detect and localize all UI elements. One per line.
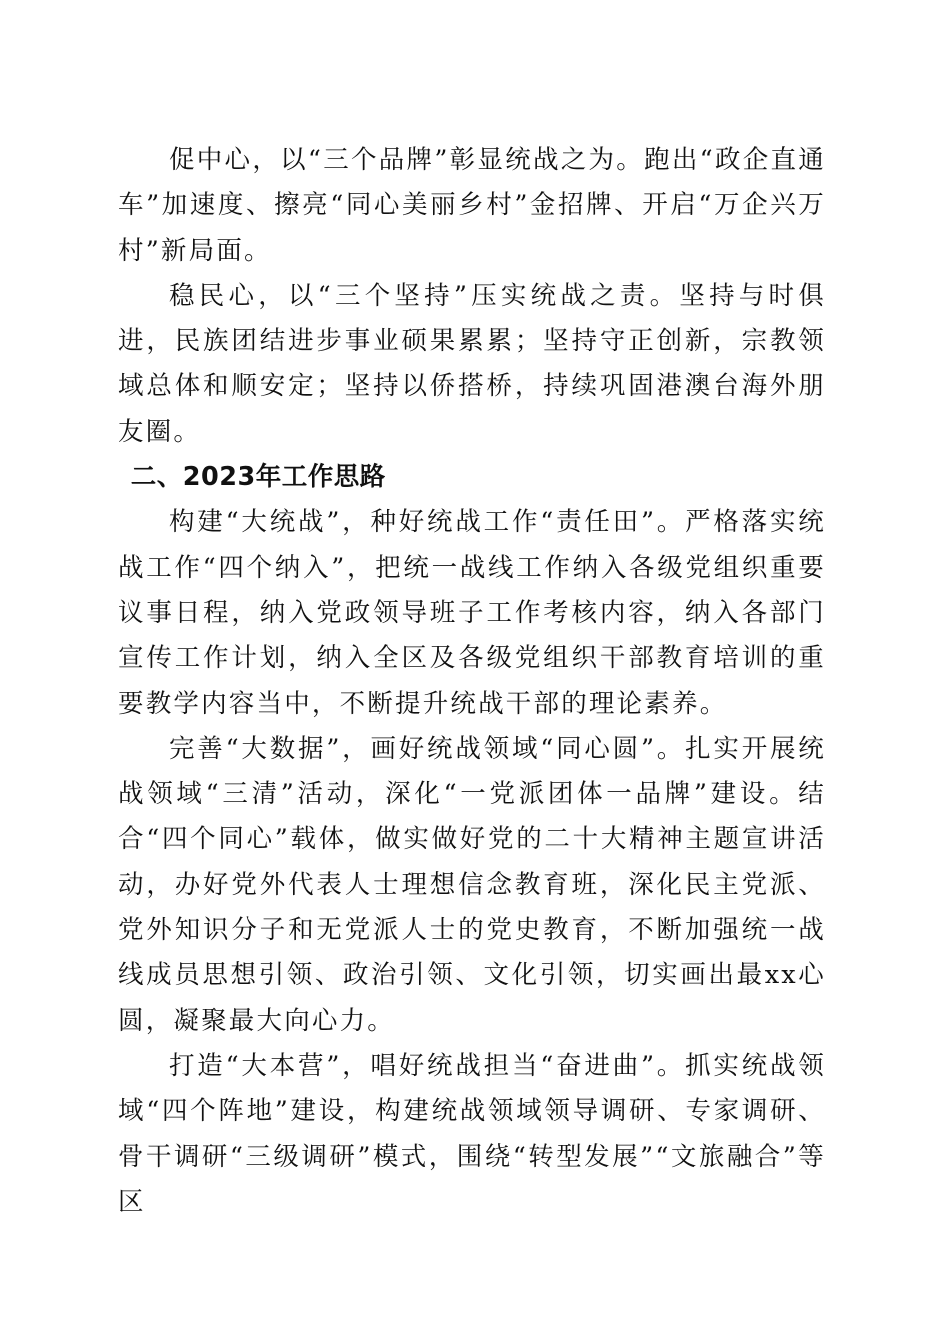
paragraph-wenminxin: 稳民心，以“三个坚持”压实统战之责。坚持与时俱进，民族团结进步事业硕果累累；坚持守正创新，宗教领域总体和顺安定；坚持以侨搭桥，持续巩固港澳台海外朋友圈。 (118, 280, 826, 447)
paragraph-dashuju: 完善“大数据”，画好统战领域“同心圆”。扎实开展统战领域“三清”活动，深化“一党派团体一品牌”建设。结合“四个同心”载体，做实做好党的二十大精神主题宣讲活动，办好党外代表人士理想信念教育班，深化民主党派、党外知识分子和无党派人士的党史教育，不断加强统一战线成员思想引领、政治引领、文化引领，切实画出最xx心圆，凝聚最大向心力。 (118, 733, 826, 1036)
section-heading: 二、2023年工作思路 (130, 462, 386, 493)
document-body (118, 138, 826, 1225)
paragraph-dabenying: 打造“大本营”，唱好统战担当“奋进曲”。抓实统战领域“四个阵地”建设，构建统战领域领导调研、专家调研、骨干调研“三级调研”模式，围绕“转型发展”“文旅融合”等区 (118, 1050, 826, 1217)
paragraph-datongzhan: 构建“大统战”，种好统战工作“责任田”。严格落实统战工作“四个纳入”，把统一战线工作纳入各级党组织重要议事日程，纳入党政领导班子工作考核内容，纳入各部门宣传工作计划，纳入全区及各级党组织干部教育培训的重要教学内容当中，不断提升统战干部的理论素养。 (118, 507, 826, 719)
paragraph-cuzhongxin: 促中心，以“三个品牌”彰显统战之为。跑出“政企直通车”加速度、擦亮“同心美丽乡村”金招牌、开启“万企兴万村”新局面。 (118, 145, 826, 266)
